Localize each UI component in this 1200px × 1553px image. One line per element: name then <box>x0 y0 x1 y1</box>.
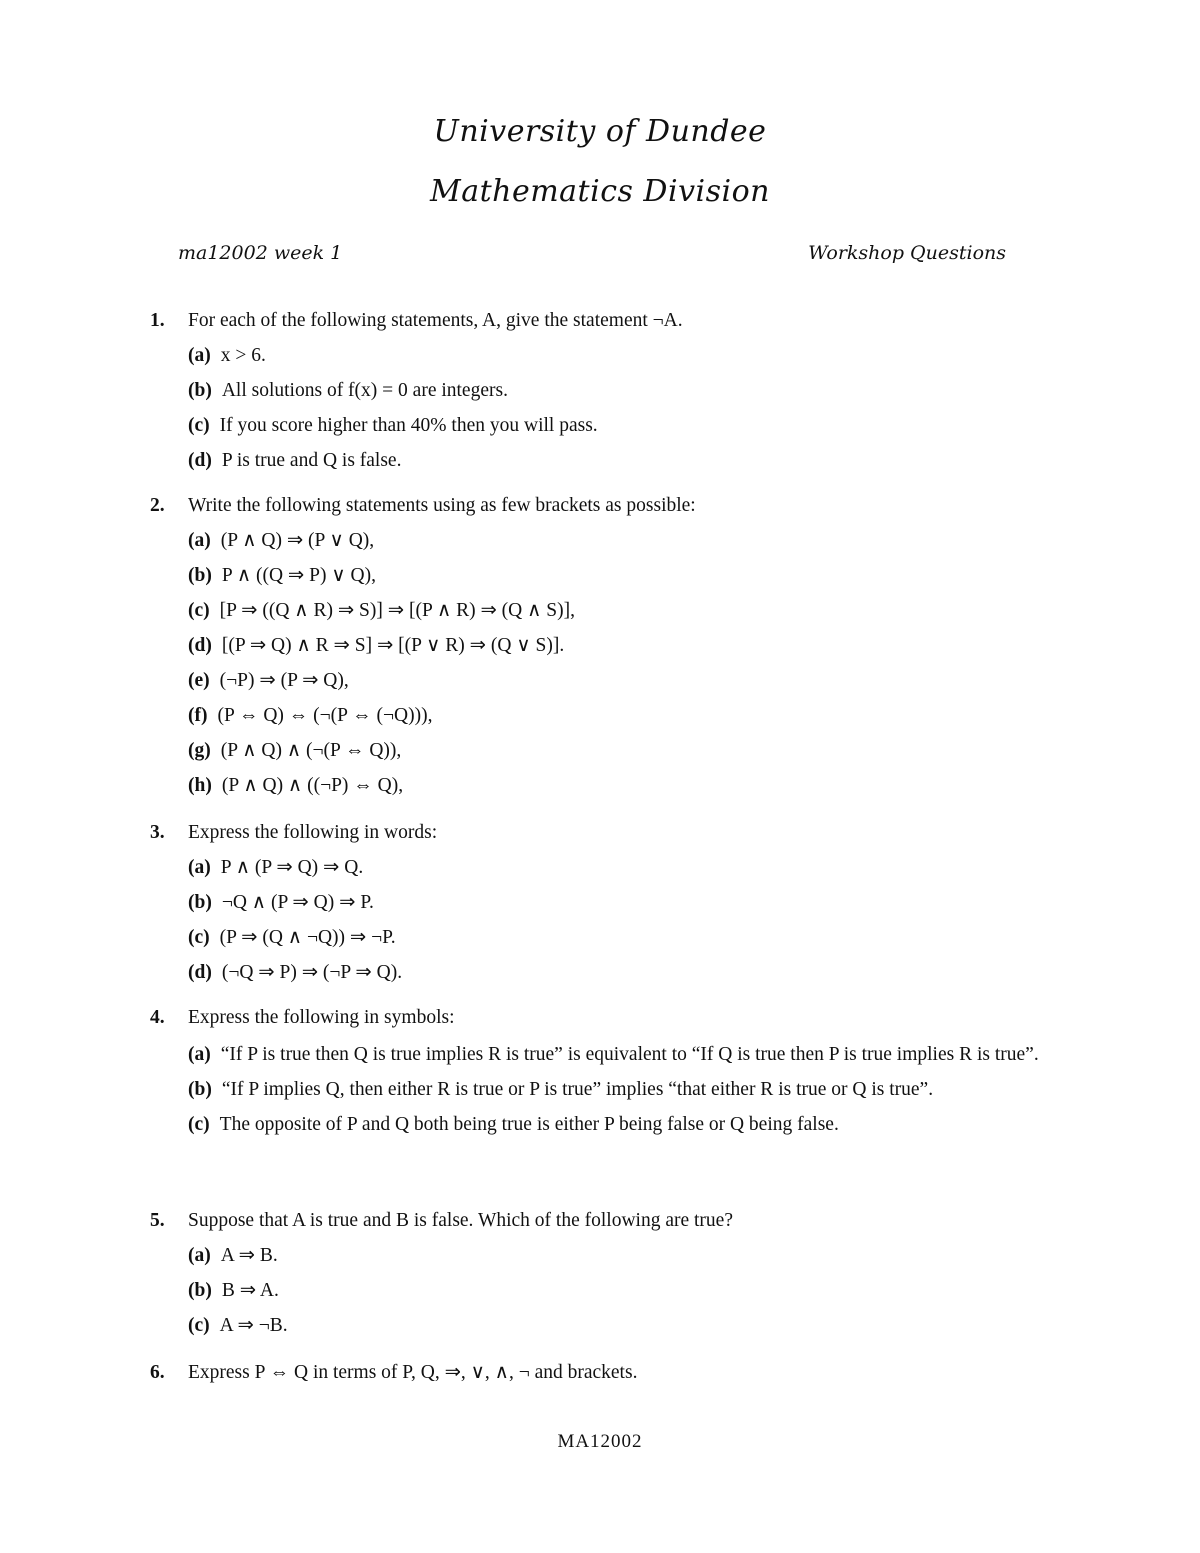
list-item <box>150 379 1055 403</box>
question-5-items <box>150 1244 1055 1338</box>
item-label: (d) <box>188 635 212 656</box>
item-text: “If P implies Q, then either R is true or P is true” implies “that either R is true or Q is true”. <box>221 1079 934 1100</box>
question-2-text-row <box>150 494 1055 518</box>
list-item <box>150 961 1055 985</box>
question-4-items <box>150 1041 1055 1138</box>
university-title: University of Dundee <box>433 114 767 149</box>
question-4 <box>150 1006 1055 1146</box>
question-2-items <box>150 529 1055 798</box>
item-label: (d) <box>188 450 212 471</box>
question-5-text-row <box>150 1209 1055 1233</box>
item-label: (b) <box>188 892 212 913</box>
item-text: B ⇒ A. <box>221 1280 279 1301</box>
list-item <box>150 926 1055 950</box>
course-week-label: ma12002 week 1 <box>178 242 343 264</box>
question-1 <box>150 309 1055 484</box>
list-item <box>150 529 1055 553</box>
item-label: (a) <box>188 1245 211 1266</box>
list-item <box>150 1279 1055 1303</box>
question-6 <box>150 1361 1055 1385</box>
item-label: (c) <box>188 415 210 436</box>
list-item <box>150 344 1055 368</box>
item-label: (h) <box>188 775 212 796</box>
list-item <box>150 669 1055 693</box>
item-label: (b) <box>188 1280 212 1301</box>
list-item <box>150 856 1055 880</box>
list-item <box>150 1244 1055 1268</box>
item-text: (P ⇒ (Q ∧ ¬Q)) ⇒ ¬P. <box>219 927 396 948</box>
item-label: (b) <box>188 565 212 586</box>
item-label: (a) <box>188 530 211 551</box>
question-number: 6. <box>150 1362 165 1383</box>
item-label: (c) <box>188 927 210 948</box>
question-5 <box>150 1209 1055 1349</box>
item-text: x > 6. <box>220 345 266 366</box>
item-text: “If P is true then Q is true implies R is true” is equivalent to “If Q is true then P is true implies R is true”. <box>220 1044 1039 1065</box>
list-item <box>150 599 1055 623</box>
item-text: A ⇒ ¬B. <box>219 1315 288 1336</box>
list-item <box>150 634 1055 658</box>
item-label: (g) <box>188 740 211 761</box>
list-item <box>150 739 1055 763</box>
item-text: The opposite of P and Q both being true is either P being false or Q being false. <box>219 1114 839 1135</box>
question-6-text-row <box>150 1361 1055 1385</box>
question-4-text-row <box>150 1006 1055 1030</box>
item-label: (c) <box>188 1315 210 1336</box>
question-number: 2. <box>150 495 165 516</box>
list-item <box>150 1076 1055 1103</box>
item-text: P ∧ ((Q ⇒ P) ∨ Q), <box>221 565 376 586</box>
item-text: P ∧ (P ⇒ Q) ⇒ Q. <box>220 857 364 878</box>
item-text: (P ∧ Q) ∧ (¬(P ⇔ Q)), <box>220 740 402 761</box>
page-footer: MA12002 <box>557 1431 643 1452</box>
item-text: A ⇒ B. <box>220 1245 278 1266</box>
list-item <box>150 1041 1055 1068</box>
question-1-text-row <box>150 309 1055 333</box>
question-text: For each of the following statements, A, give the statement ¬A. <box>188 310 683 331</box>
item-text: (P ∧ Q) ⇒ (P ∨ Q), <box>220 530 375 551</box>
item-label: (c) <box>188 1114 210 1135</box>
question-text: Suppose that A is true and B is false. Which of the following are true? <box>188 1210 733 1231</box>
question-text: Express P ⇔ Q in terms of P, Q, ⇒, ∨, ∧, ¬ and brackets. <box>188 1362 638 1383</box>
question-text: Express the following in symbols: <box>188 1007 455 1028</box>
item-text: P is true and Q is false. <box>221 450 402 471</box>
list-item <box>150 704 1055 728</box>
item-text: (¬Q ⇒ P) ⇒ (¬P ⇒ Q). <box>221 962 403 983</box>
list-item <box>150 564 1055 588</box>
item-text: [P ⇒ ((Q ∧ R) ⇒ S)] ⇒ [(P ∧ R) ⇒ (Q ∧ S)], <box>219 600 575 621</box>
question-number: 1. <box>150 310 165 331</box>
item-label: (a) <box>188 857 211 878</box>
item-text: (P ⇔ Q) ⇔ (¬(P ⇔ (¬Q))), <box>217 705 433 726</box>
list-item <box>150 774 1055 798</box>
document-type-label: Workshop Questions <box>808 242 1006 264</box>
list-item <box>150 449 1055 473</box>
item-label: (f) <box>188 705 208 726</box>
item-label: (d) <box>188 962 212 983</box>
item-label: (c) <box>188 600 210 621</box>
question-1-items <box>150 344 1055 473</box>
item-label: (b) <box>188 1079 212 1100</box>
question-text: Express the following in words: <box>188 822 438 843</box>
division-title: Mathematics Division <box>429 174 770 209</box>
item-label: (e) <box>188 670 210 691</box>
item-text: ¬Q ∧ (P ⇒ Q) ⇒ P. <box>221 892 374 913</box>
item-label: (a) <box>188 1044 211 1065</box>
question-number: 3. <box>150 822 165 843</box>
item-text: All solutions of f(x) = 0 are integers. <box>221 380 508 401</box>
item-label: (a) <box>188 345 211 366</box>
question-number: 4. <box>150 1007 165 1028</box>
question-number: 5. <box>150 1210 165 1231</box>
question-text: Write the following statements using as few brackets as possible: <box>188 495 696 516</box>
list-item <box>150 1314 1055 1338</box>
question-3-items <box>150 856 1055 985</box>
list-item <box>150 1111 1055 1138</box>
question-2 <box>150 494 1055 809</box>
list-item <box>150 414 1055 438</box>
question-3 <box>150 821 1055 996</box>
item-text: [(P ⇒ Q) ∧ R ⇒ S] ⇒ [(P ∨ R) ⇒ (Q ∨ S)]. <box>221 635 565 656</box>
question-3-text-row <box>150 821 1055 845</box>
item-text: (¬P) ⇒ (P ⇒ Q), <box>219 670 349 691</box>
list-item <box>150 891 1055 915</box>
item-text: If you score higher than 40% then you will pass. <box>219 415 598 436</box>
item-label: (b) <box>188 380 212 401</box>
item-text: (P ∧ Q) ∧ ((¬P) ⇔ Q), <box>221 775 404 796</box>
